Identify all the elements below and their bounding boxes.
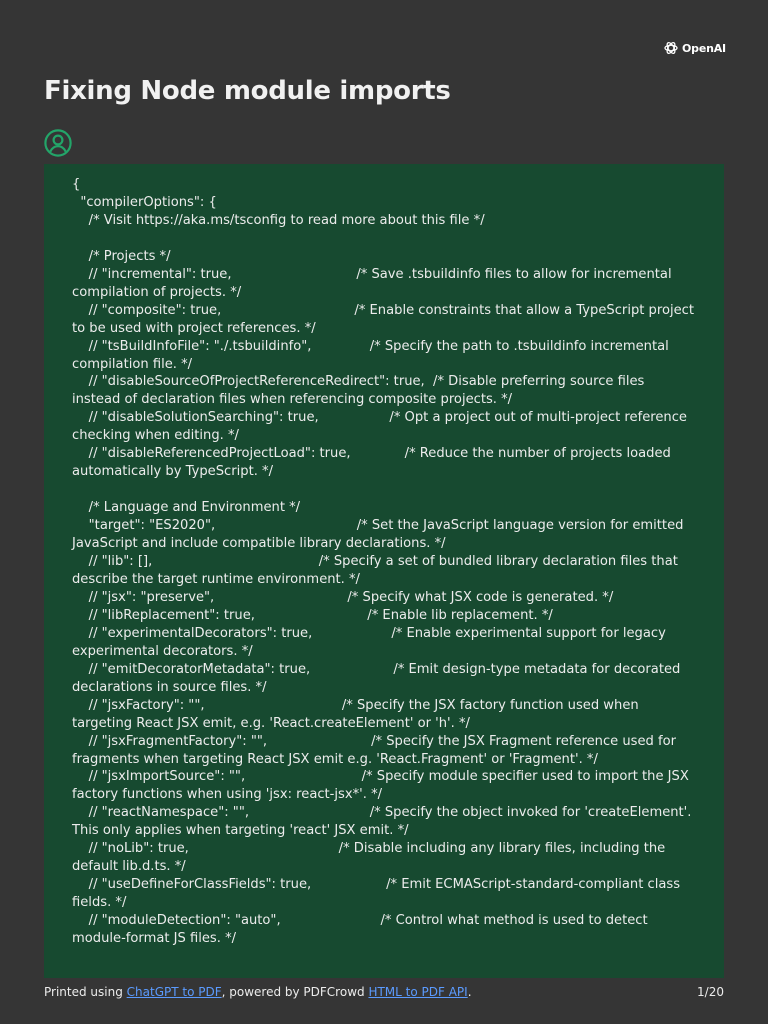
code-line: { <box>72 177 81 192</box>
code-line: // "reactNamespace": "", /* Specify the object invoked for 'createElement'. This only applies when targeting 'react' JSX emit. */ <box>72 805 696 839</box>
tsconfig-code <box>72 176 699 948</box>
code-line: // "emitDecoratorMetadata": true, /* Emit design-type metadata for decorated declarations in source files. */ <box>72 661 685 695</box>
code-line: // "incremental": true, /* Save .tsbuildinfo files to allow for incremental compilation of projects. */ <box>72 266 676 300</box>
openai-logo-icon <box>663 40 679 56</box>
code-line: /* Language and Environment */ <box>72 500 301 516</box>
code-line: // "jsxImportSource": "", /* Specify module specifier used to import the JSX factory functions when using 'jsx: react-jsx*'. */ <box>72 769 693 803</box>
code-line: // "jsx": "preserve", /* Specify what JSX code is generated. */ <box>72 589 614 605</box>
page-title: Fixing Node module imports <box>44 76 451 106</box>
openai-logo-text: OpenAI <box>682 41 726 55</box>
openai-logo <box>663 40 726 56</box>
code-line: // "tsBuildInfoFile": "./.tsbuildinfo", /* Specify the path to .tsbuildinfo incremental compilation file. */ <box>72 338 673 372</box>
code-line: /* Visit https://aka.ms/tsconfig to read more about this file */ <box>72 212 485 228</box>
code-line: // "disableSolutionSearching": true, /* Opt a project out of multi-project reference checking when editing. */ <box>72 410 692 444</box>
code-line: /* Projects */ <box>72 248 171 264</box>
code-line: // "jsxFragmentFactory": "", /* Specify the JSX Fragment reference used for fragments when targeting React JSX emit e.g. 'React.Fragment' or 'Fragment'. */ <box>72 733 681 767</box>
code-line: // "lib": [], /* Specify a set of bundled library declaration files that describe the target runtime environment. */ <box>72 554 683 587</box>
code-line: // "disableSourceOfProjectReferenceRedirect": true, /* Disable preferring source files instead of declaration files when referencing composite projects. */ <box>72 374 649 408</box>
chatgpt-to-pdf-link[interactable]: ChatGPT to PDF <box>126 985 222 999</box>
code-line: "compilerOptions": { <box>72 194 217 210</box>
code-line: // "experimentalDecorators": true, /* Enable experimental support for legacy experimental decorators. */ <box>72 625 671 659</box>
code-message-block <box>44 164 724 978</box>
code-line: // "noLib": true, /* Disable including any library files, including the default lib.d.ts. */ <box>72 841 670 875</box>
footer-middle: , powered by PDFCrowd <box>221 985 369 999</box>
code-line: // "moduleDetection": "auto", /* Control what method is used to detect module-format JS files. */ <box>72 913 652 947</box>
code-line: // "useDefineForClassFields": true, /* Emit ECMAScript-standard-compliant class fields. */ <box>72 877 685 911</box>
user-avatar-icon <box>44 129 72 157</box>
code-line: // "jsxFactory": "", /* Specify the JSX factory function used when targeting React JSX emit, e.g. 'React.createElement' or 'h'. */ <box>72 697 643 731</box>
code-line: "target": "ES2020", /* Set the JavaScript language version for emitted JavaScript and include compatible library declarations. */ <box>72 518 688 552</box>
code-line: // "composite": true, /* Enable constraints that allow a TypeScript project to be used with project references. */ <box>72 302 699 336</box>
page-number: 1/20 <box>697 985 724 999</box>
code-line: // "libReplacement": true, /* Enable lib replacement. */ <box>72 607 553 623</box>
footer-suffix: . <box>467 985 472 999</box>
footer-prefix: Printed using <box>44 985 127 999</box>
print-footer <box>44 985 724 999</box>
html-to-pdf-api-link[interactable]: HTML to PDF API <box>368 985 468 999</box>
code-line: // "disableReferencedProjectLoad": true, /* Reduce the number of projects loaded automatically by TypeScript. */ <box>72 446 676 480</box>
